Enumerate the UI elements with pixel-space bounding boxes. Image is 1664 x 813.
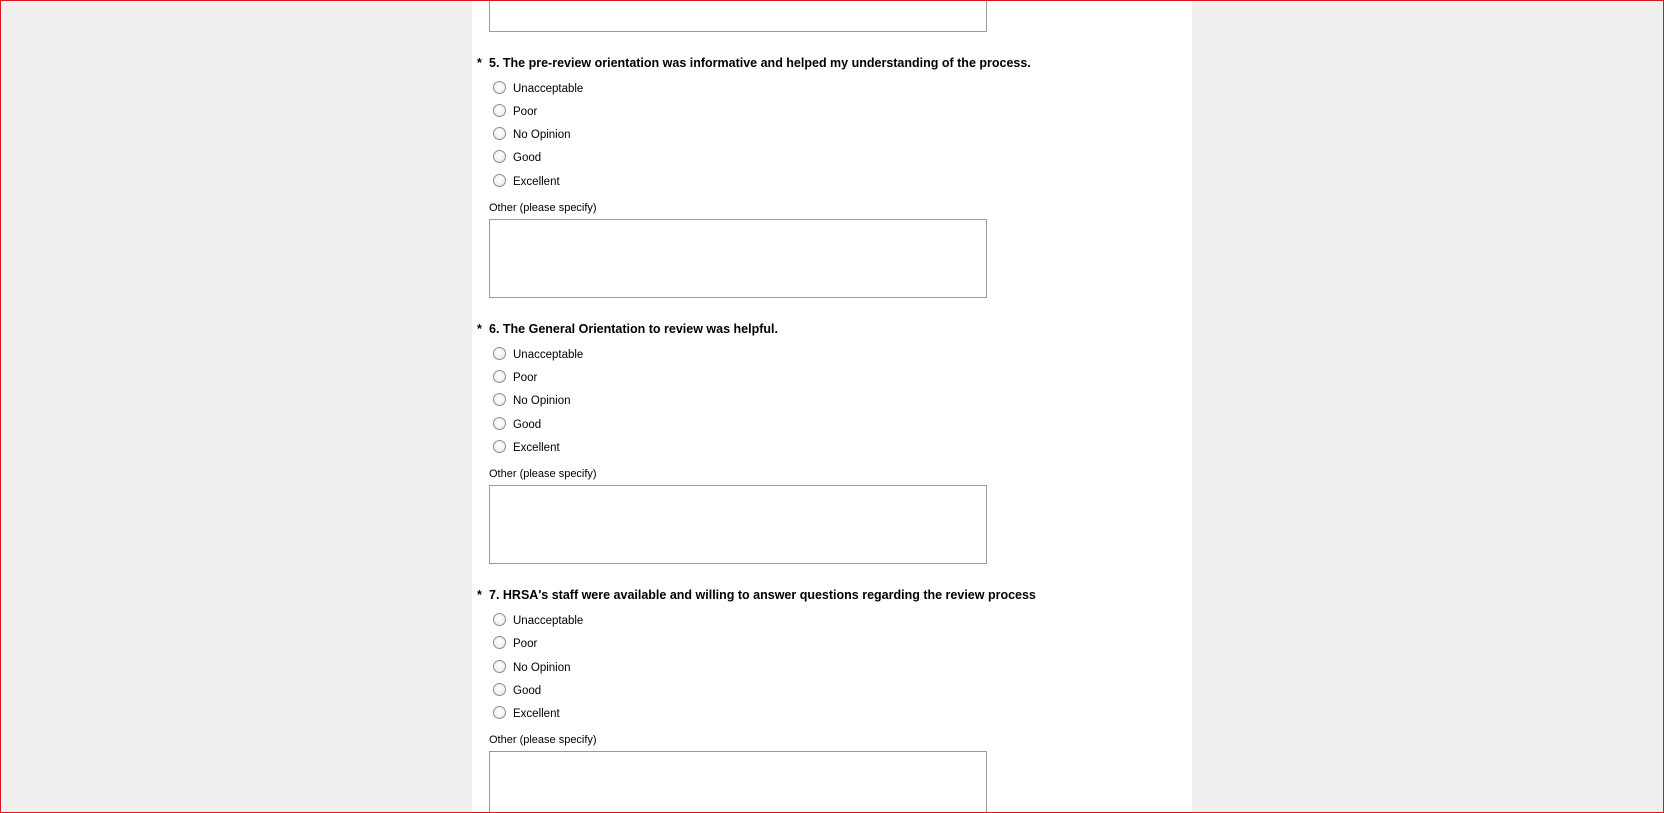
question-text: 5. The pre-review orientation was informative and helped my understanding of the process. [489,56,1031,70]
question-title [477,321,778,337]
radio-button[interactable] [493,174,506,187]
option-excellent[interactable] [493,705,560,723]
option-label: No Opinion [513,395,571,407]
option-label: No Opinion [513,662,571,674]
option-good[interactable] [493,682,541,700]
radio-button[interactable] [493,104,506,117]
radio-button[interactable] [493,370,506,383]
option-poor[interactable] [493,635,537,653]
other-label: Other (please specify) [489,468,597,480]
other-label: Other (please specify) [489,202,597,214]
radio-button[interactable] [493,81,506,94]
option-label: Poor [513,638,538,650]
option-excellent[interactable] [493,439,560,457]
option-excellent[interactable] [493,173,560,191]
other-textarea[interactable] [489,485,987,564]
option-good[interactable] [493,416,541,434]
radio-button[interactable] [493,683,506,696]
option-label: Unacceptable [513,615,584,627]
question-title [477,587,1036,603]
radio-button[interactable] [493,706,506,719]
other-textarea[interactable] [489,751,987,813]
radio-button[interactable] [493,127,506,140]
option-no-opinion[interactable] [493,392,571,410]
option-no-opinion[interactable] [493,126,571,144]
option-label: Excellent [513,708,560,720]
radio-button[interactable] [493,440,506,453]
option-label: Good [513,419,542,431]
option-label: Unacceptable [513,349,584,361]
question-text: 6. The General Orientation to review was helpful. [489,322,778,336]
option-unacceptable[interactable] [493,80,583,98]
option-label: Good [513,152,542,164]
required-marker: * [477,588,482,602]
question-title [477,55,1031,71]
option-unacceptable[interactable] [493,612,583,630]
survey-panel [472,0,1192,813]
radio-button[interactable] [493,150,506,163]
other-textarea[interactable] [489,219,987,298]
radio-button[interactable] [493,660,506,673]
previous-other-textarea[interactable] [489,0,987,32]
question-7 [472,587,1192,813]
option-unacceptable[interactable] [493,346,583,364]
required-marker: * [477,56,482,70]
question-text: 7. HRSA's staff were available and willing to answer questions regarding the review process [489,588,1036,602]
radio-button[interactable] [493,347,506,360]
option-poor[interactable] [493,369,537,387]
option-poor[interactable] [493,103,537,121]
option-label: No Opinion [513,129,571,141]
question-5 [472,55,1192,300]
required-marker: * [477,322,482,336]
option-label: Poor [513,106,538,118]
option-label: Good [513,685,542,697]
option-label: Unacceptable [513,83,584,95]
question-6 [472,321,1192,566]
radio-button[interactable] [493,417,506,430]
option-label: Excellent [513,442,560,454]
option-label: Poor [513,372,538,384]
other-label: Other (please specify) [489,734,597,746]
radio-button[interactable] [493,636,506,649]
option-good[interactable] [493,149,541,167]
radio-button[interactable] [493,393,506,406]
option-label: Excellent [513,176,560,188]
radio-button[interactable] [493,613,506,626]
option-no-opinion[interactable] [493,659,571,677]
